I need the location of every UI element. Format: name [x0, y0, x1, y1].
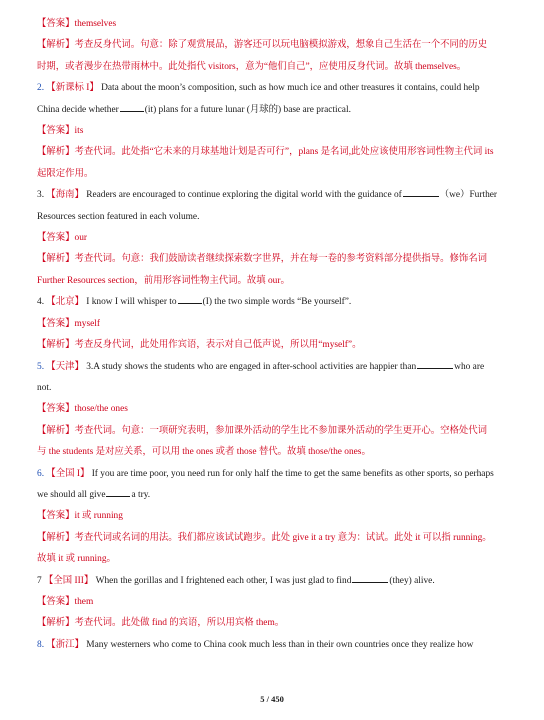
question-5: [37, 357, 514, 378]
question-3: [37, 185, 514, 206]
answer-line: 【答案】themselves: [37, 19, 117, 29]
question-number: 8.: [37, 639, 45, 650]
question-6-cont: [37, 485, 514, 506]
question-text: If you are time poor, you need run for only half the time to get the same benefits as other sports, so perhaps: [91, 468, 494, 479]
question-8: [37, 635, 514, 656]
current-page: 5: [260, 694, 265, 704]
analysis-line: 【解析】考查代词。此处做 find 的宾语，所以用宾格 them。: [37, 618, 285, 629]
question-text: China decide whether: [37, 104, 119, 115]
question-source: 【天津】: [46, 361, 84, 372]
question-text: (it) plans for a future lunar (月球的) base are practical.: [144, 104, 351, 115]
question-7: [37, 571, 514, 592]
total-pages: 450: [271, 694, 284, 704]
answer-blank: [120, 102, 144, 112]
answer-blank: [178, 294, 202, 304]
analysis-line: 故填 it 或 running。: [37, 554, 116, 565]
question-text: Readers are encouraged to continue exploring the digital world with the guidance of: [86, 190, 402, 201]
analysis-line: 【解析】考查代词。句意：一项研究表明，参加课外活动的学生比不参加课外活动的学生更开心。空格处代词: [37, 425, 488, 436]
question-source: 【全国 I】: [46, 468, 90, 479]
question-2: [37, 78, 514, 99]
question-text: a try.: [131, 489, 151, 500]
question-source: 【新课标 I】: [46, 83, 99, 94]
question-text: Data about the moon’s composition, such as how much ice and other treasures it contains, could help: [101, 83, 480, 94]
question-text: When the gorillas and I frightened each other, I was just glad to find: [95, 575, 352, 586]
question-number: 5.: [37, 361, 45, 372]
analysis-line: Further Resources section，前用形容词性物主代词。故填 our。: [37, 275, 290, 286]
question-source: 【全国 III】: [44, 575, 94, 586]
answer-blank: [403, 187, 439, 197]
analysis-line: 【解析】考查代词。句意：我们鼓励读者继续探索数字世界，并在每一卷的参考资料部分提供指导。修饰名词: [37, 254, 488, 265]
answer-line: 【答案】those/the ones: [37, 404, 128, 415]
answer-line: 【答案】its: [37, 126, 84, 137]
question-number: 6.: [37, 468, 45, 479]
answer-line: 【答案】it 或 running: [37, 511, 123, 522]
question-4: [37, 292, 514, 313]
answer-blank: [352, 573, 388, 583]
question-text: I know I will whisper to: [86, 297, 177, 308]
page-number: [0, 694, 544, 704]
question-text: (they) alive.: [389, 575, 435, 586]
analysis-line: 时期，或者漫步在热带雨林中。此处指代 visitors，意为“他们自己”，应使用反身代词。故填 themselves。: [37, 61, 467, 72]
analysis-line: 起限定作用。: [37, 168, 94, 179]
analysis-line: 【解析】考查反身代词，此处用作宾语，表示对自己低声说，所以用“myself”。: [37, 340, 362, 351]
question-source: 【浙江】: [46, 639, 84, 650]
question-number: 2.: [37, 83, 45, 94]
question-source: 【海南】: [46, 190, 84, 201]
analysis-line: 【解析】考查代词或名词的用法。我们都应该试试跑步。此处 give it a try 意为：试试。此处 it 可以指 running。: [37, 532, 492, 543]
analysis-line: 与 the students 是对应关系，可以用 the ones 或者 those 替代。故填 those/the ones。: [37, 447, 371, 458]
question-text: （we）Further: [439, 190, 498, 201]
question-3-cont: Resources section featured in each volume.: [37, 211, 200, 222]
answer-line: 【答案】myself: [37, 318, 101, 329]
answer-blank: [417, 359, 453, 369]
answer-blank: [106, 487, 130, 497]
question-text: who are: [454, 361, 485, 372]
page-separator: /: [264, 694, 272, 704]
answer-line: 【答案】them: [37, 596, 94, 607]
question-6: [37, 464, 514, 485]
question-text: (I) the two simple words “Be yourself”.: [202, 297, 352, 308]
question-text: 3.A study shows the students who are engaged in after-school activities are happier than: [86, 361, 417, 372]
question-2-cont: [37, 100, 514, 121]
page-content: [37, 14, 514, 656]
question-source: 【北京】: [46, 297, 84, 308]
answer-line: 【答案】our: [37, 233, 87, 244]
question-number: 3.: [37, 190, 45, 201]
analysis-line: 【解析】考查代词。此处指“它未来的月球基地计划是否可行”，plans 是名词,此处应该使用形容词性物主代词 its: [37, 147, 494, 158]
analysis-line: 【解析】考查反身代词。句意：除了观赏展品，游客还可以玩电脑模拟游戏，想象自己生活在一个不同的历史: [37, 40, 488, 51]
question-text: Many westerners who come to China cook much less than in their own countries once they realize how: [86, 639, 474, 650]
question-number: 4.: [37, 297, 45, 308]
question-text: we should all give: [37, 489, 106, 500]
question-5-cont: not.: [37, 382, 52, 393]
question-number: 7: [37, 575, 42, 586]
